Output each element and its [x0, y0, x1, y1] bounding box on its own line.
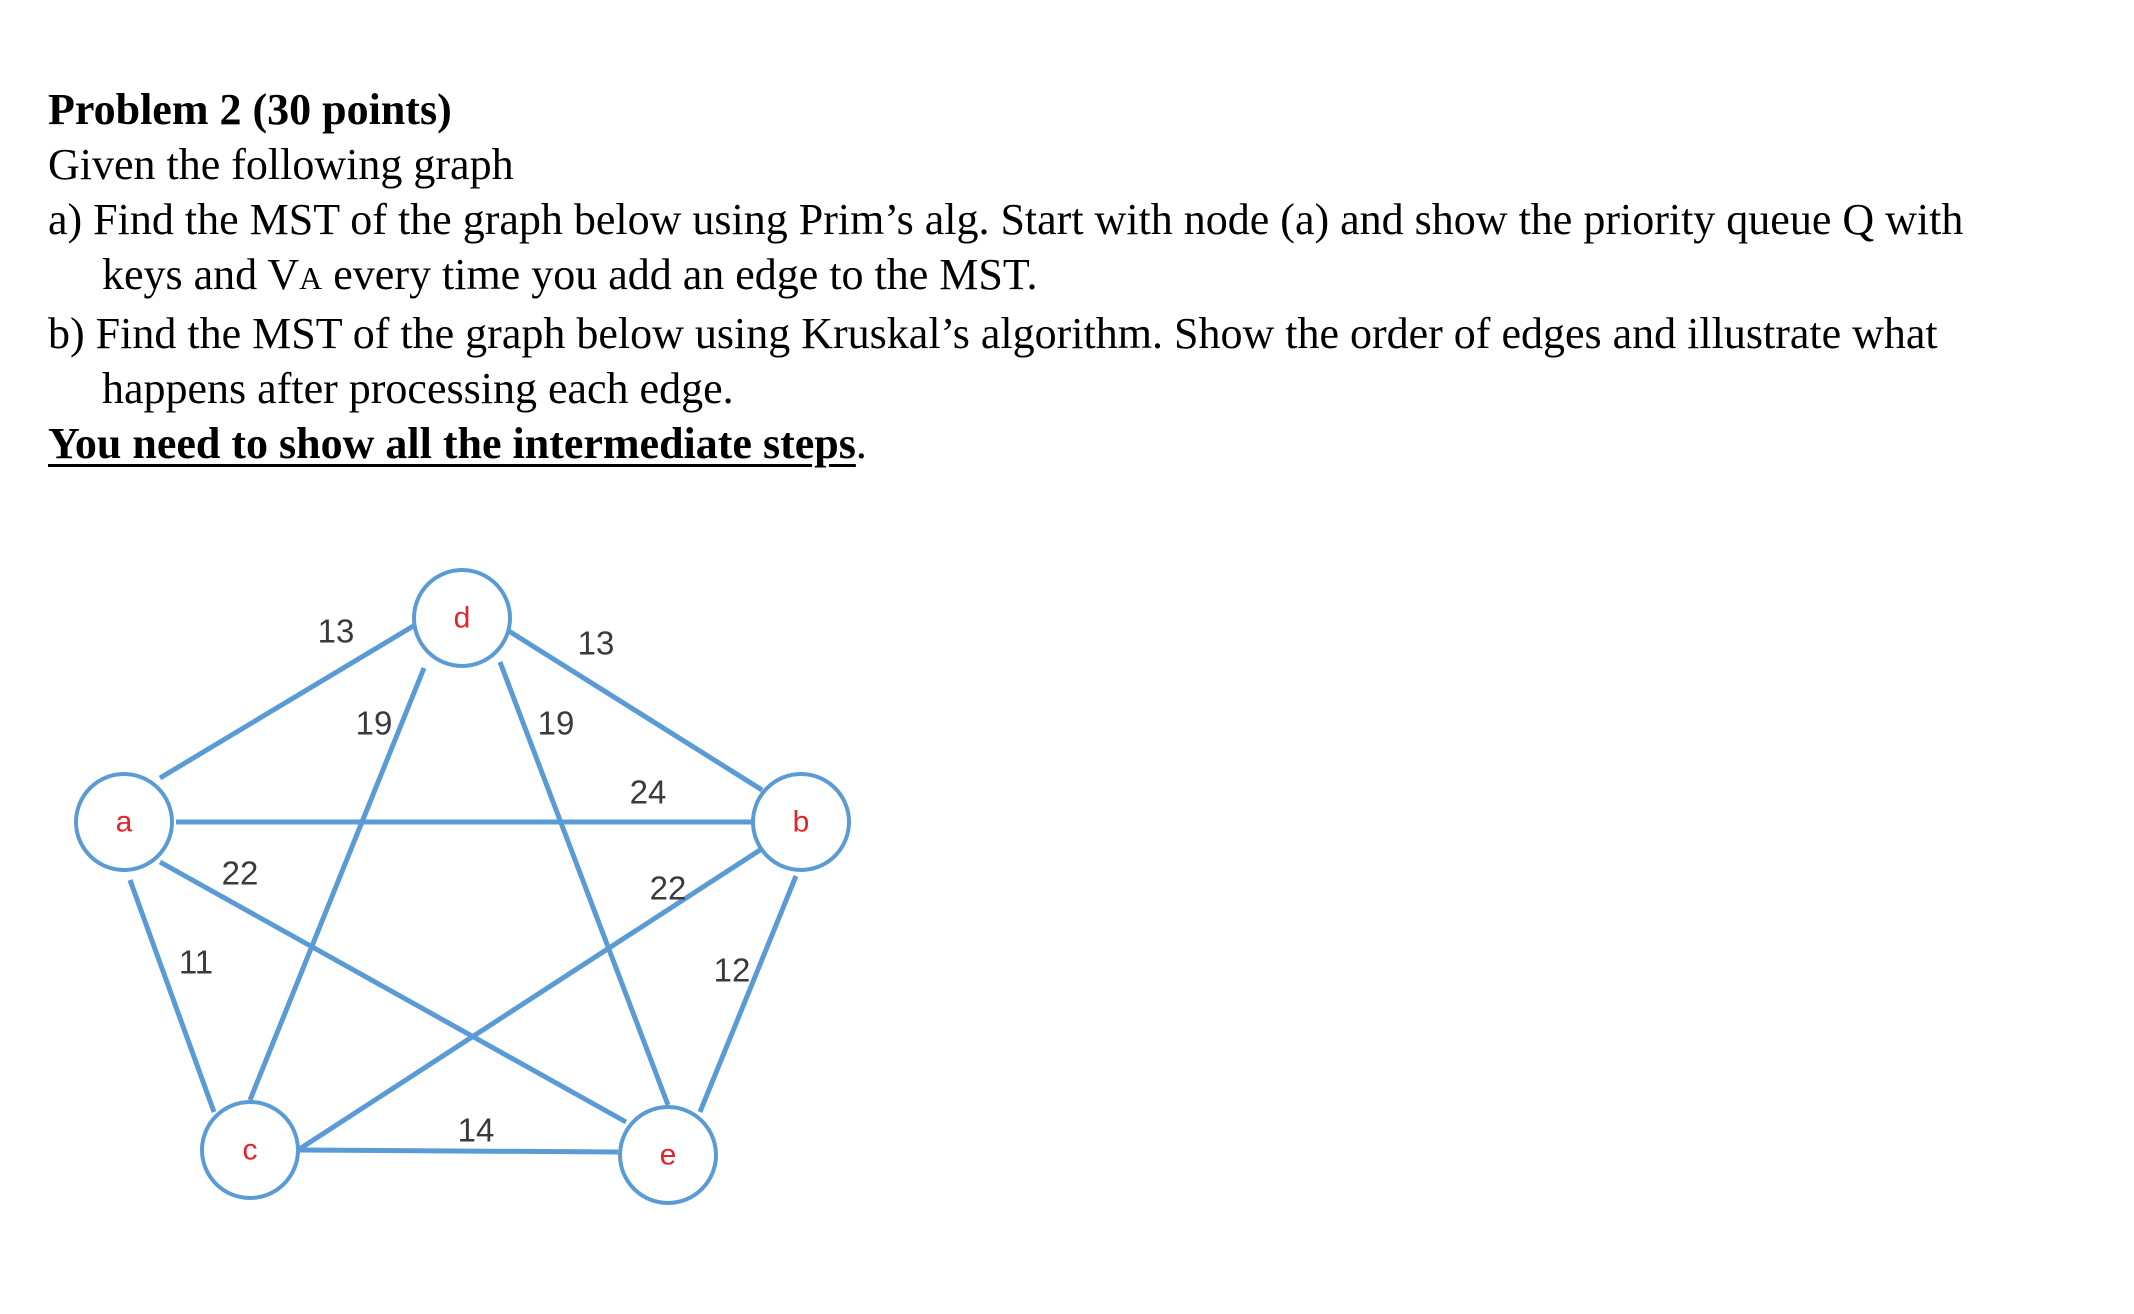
node-e	[620, 1107, 716, 1203]
node-a	[76, 774, 172, 870]
problem-title: Problem 2 (30 points)	[48, 85, 452, 134]
edge-a-c	[130, 880, 214, 1112]
graph-nodes	[76, 570, 849, 1203]
edge-weight-a-d: 13	[317, 612, 355, 650]
node-a-label: a	[115, 805, 133, 839]
problem-intro: Given the following graph	[48, 140, 514, 189]
node-d-label: d	[453, 601, 471, 635]
node-b	[753, 774, 849, 870]
edge-weight-a-c: 11	[178, 943, 214, 981]
edge-d-e	[500, 662, 668, 1105]
node-c	[202, 1102, 298, 1198]
edge-weight-c-e: 14	[457, 1111, 495, 1149]
edge-weight-a-b: 24	[629, 773, 667, 811]
edge-d-c	[250, 668, 424, 1100]
edge-c-b	[298, 850, 760, 1150]
edge-c-e	[300, 1150, 618, 1152]
node-c-label: c	[242, 1133, 258, 1167]
node-e-label: e	[659, 1138, 677, 1172]
part-a-line-2-post: every time you add an edge to the MST.	[322, 250, 1038, 299]
part-a-line-2-subscript: A	[299, 260, 323, 296]
part-b-line-1: b) Find the MST of the graph below using Kruskal’s algorithm. Show the order of edges and illustrate what	[48, 309, 1938, 358]
emphasis-period: .	[855, 419, 867, 468]
edge-a-d	[160, 622, 420, 778]
edge-weight-d-c: 19	[355, 704, 393, 742]
part-a-line-2-pre: keys and V	[102, 250, 300, 299]
edge-weight-d-b: 13	[577, 624, 615, 662]
edge-weight-b-e: 12	[713, 951, 751, 989]
edge-weight-d-e: 19	[537, 704, 575, 742]
node-d	[414, 570, 510, 666]
edge-a-e	[160, 862, 626, 1122]
edge-b-e	[700, 876, 796, 1112]
part-a-line-1: a) Find the MST of the graph below using Prim’s alg. Start with node (a) and show the priority queue Q with	[48, 195, 1964, 244]
node-b-label: b	[792, 805, 810, 839]
edge-weight-c-b: 22	[649, 869, 687, 907]
part-b-line-2: happens after processing each edge.	[102, 364, 734, 413]
emphasis-text: You need to show all the intermediate steps	[48, 419, 856, 468]
edge-weight-a-e: 22	[221, 854, 259, 892]
